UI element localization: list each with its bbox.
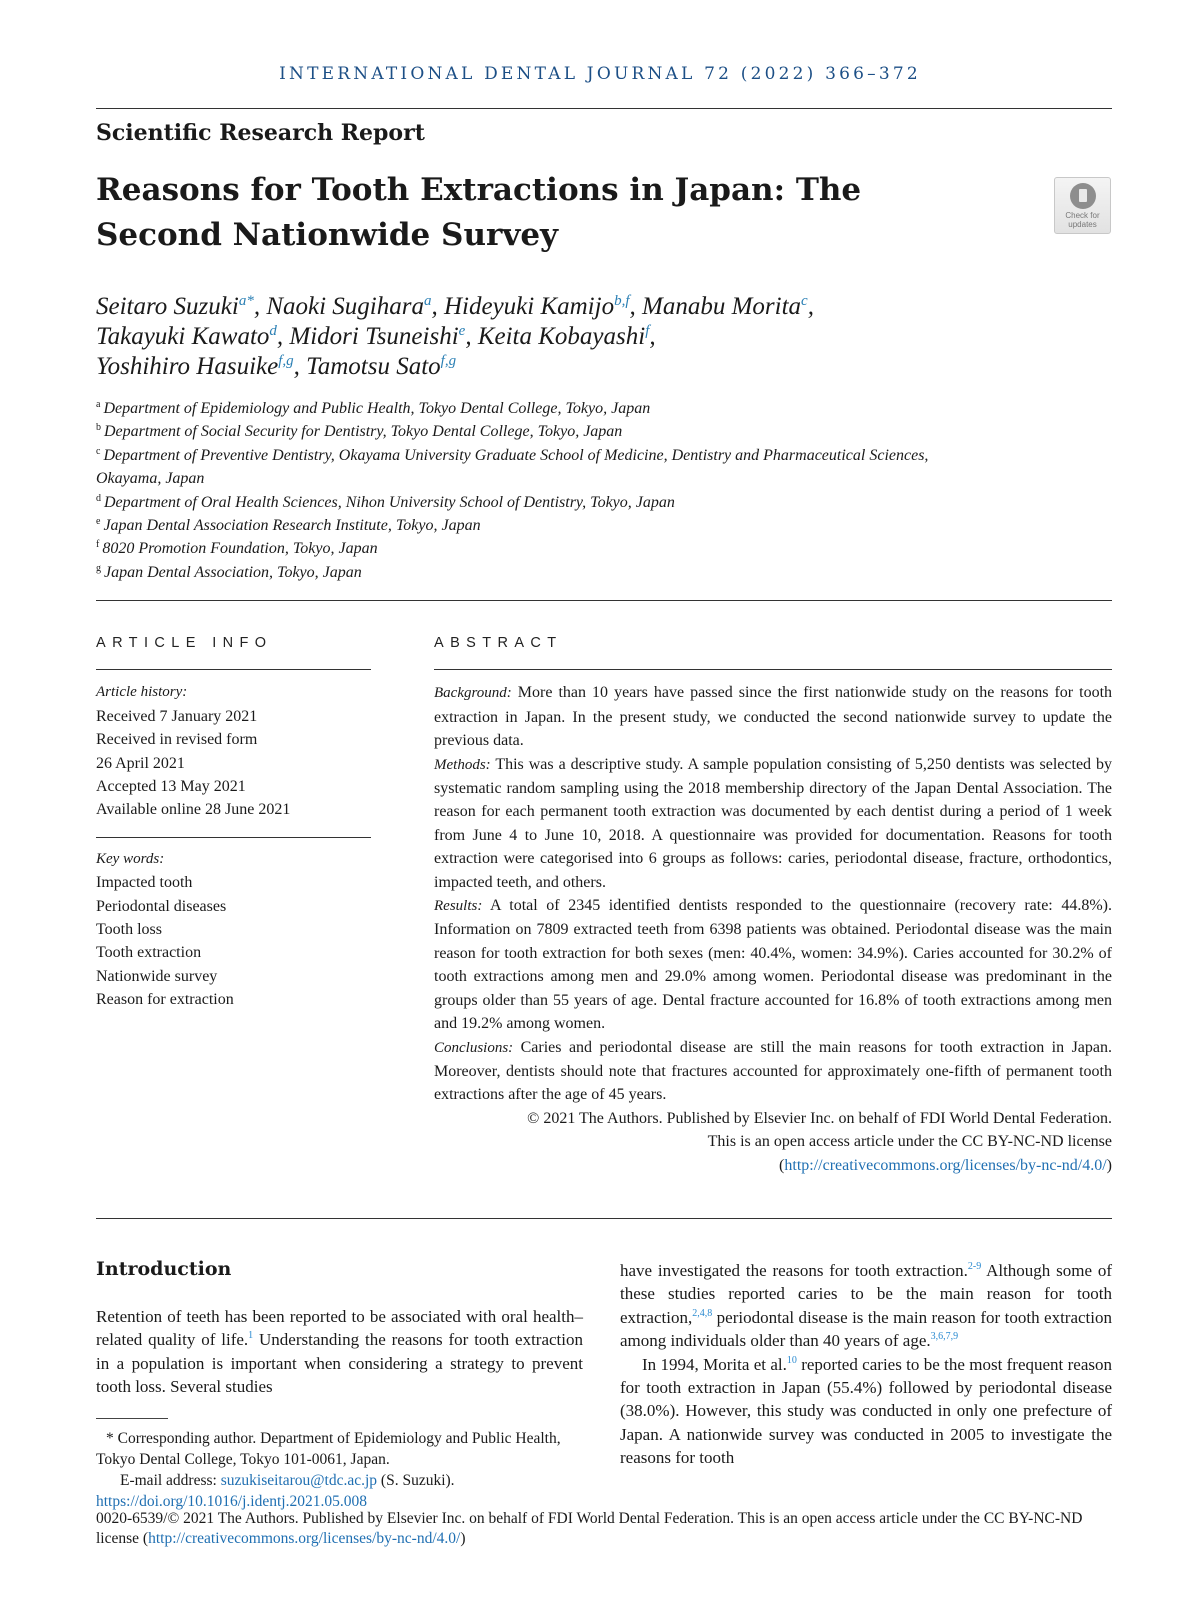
affiliation-text: Department of Oral Health Sciences, Nihon University School of Dentistry, Tokyo, Japan xyxy=(104,493,675,511)
abstract-section-text: More than 10 years have passed since the first nationwide study on the reasons for tooth extraction in Japan. In the present study, we conducted the second nationwide survey to update the previous data. xyxy=(434,684,1113,750)
intro-text: have investigated the reasons for tooth extraction. xyxy=(620,1261,968,1280)
license-link[interactable]: http://creativecommons.org/licenses/by-nc-nd/4.0/ xyxy=(784,1156,1107,1174)
author-affiliation-mark[interactable]: f,g xyxy=(278,353,294,369)
citation-link[interactable]: 3,6,7,9 xyxy=(930,1331,959,1343)
bottom-note-close: ) xyxy=(460,1530,466,1547)
affiliation-text: 8020 Promotion Foundation, Tokyo, Japan xyxy=(102,540,378,558)
abstract-background xyxy=(434,681,1112,752)
email-line xyxy=(96,1470,583,1491)
history-item: 26 April 2021 xyxy=(96,754,185,772)
citation-link[interactable]: 2-9 xyxy=(967,1261,982,1272)
header-rule xyxy=(96,108,1112,109)
affiliation-item xyxy=(96,397,996,420)
affiliation-rule xyxy=(96,600,1112,601)
affiliation-text: Department of Preventive Dentistry, Okayama University Graduate School of Medicine, Dentistry and Pharmaceutical Sciences, Okayama, Japan xyxy=(96,446,929,488)
email-link[interactable]: suzukiseitarou@tdc.ac.jp xyxy=(220,1472,378,1489)
affiliation-item xyxy=(96,537,996,560)
abstract-license-link-wrap: (http://creativecommons.org/licenses/by-nc-nd/4.0/) xyxy=(779,1156,1112,1174)
bottom-license-link[interactable]: http://creativecommons.org/licenses/by-nc-nd/4.0/ xyxy=(148,1530,461,1547)
author-affiliation-mark[interactable]: e xyxy=(458,323,466,339)
article-title: Reasons for Tooth Extractions in Japan: The Second Nationwide Survey xyxy=(96,172,862,253)
section-kicker: Scientific Research Report xyxy=(96,120,425,146)
citation-link[interactable]: 10 xyxy=(786,1354,797,1366)
author-list: Seitaro Suzuki$^{a*}$, Naoki Sugihara$^a$, Hideyuki Kamijo$^{b,f}$, Manabu Morita$^c$, Takayuki Kawato$^d$, Midori Tsuneishi$^e$, Keita Kobayashi$^f$, Yoshihiro Hasuike$^{f,g}$, Tamotsu Sato$^{f,g}$ xyxy=(96,293,814,380)
affiliation-item xyxy=(96,491,996,514)
intro-left-column xyxy=(96,1305,583,1399)
keyword-item: Reason for extraction xyxy=(96,991,234,1009)
history-item: Available online 28 June 2021 xyxy=(96,801,291,819)
intro-text: Although some of these studies reported caries to be the main reason for tooth extraction, xyxy=(620,1261,1112,1327)
affiliation-text: Japan Dental Association, Tokyo, Japan xyxy=(104,563,362,581)
bottom-note-text: 0020-6539/© 2021 The Authors. Published by Elsevier Inc. on behalf of FDI World Dental Federation. This is an open access article under the CC BY-NC-ND license ( xyxy=(96,1510,1083,1547)
abstract-heading: ABSTRACT xyxy=(434,635,563,651)
author-name[interactable]: Yoshihiro Hasuike xyxy=(96,353,279,380)
keyword-item: Impacted tooth xyxy=(96,874,193,892)
affiliation-item xyxy=(96,514,996,537)
citation-link[interactable]: 2,4,8 xyxy=(692,1307,713,1319)
author-affiliation-mark[interactable]: d xyxy=(269,323,277,339)
author-name[interactable]: Midori Tsuneishi xyxy=(289,323,459,350)
article-info-heading: ARTICLE INFO xyxy=(96,635,273,651)
intro-paragraph xyxy=(620,1353,1112,1470)
abstract-section-label: Background: xyxy=(434,685,512,702)
author-name[interactable]: Manabu Morita xyxy=(642,293,802,320)
email-suffix: (S. Suzuki). xyxy=(380,1472,455,1489)
keyword-item: Tooth loss xyxy=(96,921,162,939)
affiliation-text: Department of Epidemiology and Public Health, Tokyo Dental College, Tokyo, Japan xyxy=(103,400,651,417)
footnote-rule xyxy=(96,1418,168,1419)
abstract-section-text: A total of 2345 identified dentists responded to the questionnaire (recovery rate: 44.8%). Information on 7809 extracted teeth from 6398 patients was obtained. Periodontal disease was the main reason for tooth extraction for both sexes (men: 40.4%, women: 34.9%). Caries accounted for 30.2% of tooth extractions among men and 29.0% among women. Periodontal disease was predominant in the groups older than 55 years of age. Dental fracture accounted for 16.8% of tooth extractions among men and 19.2% among women. xyxy=(434,897,1112,1033)
author-affiliation-mark[interactable]: b,f xyxy=(614,293,630,309)
author-name[interactable]: Hideyuki Kamijo xyxy=(443,293,615,320)
doi-link[interactable]: https://doi.org/10.1016/j.identj.2021.05.008 xyxy=(96,1493,367,1510)
abstract-rule xyxy=(434,669,1112,670)
author-name[interactable]: Takayuki Kawato xyxy=(96,323,270,350)
history-item: Received in revised form xyxy=(96,731,258,749)
intro-paragraph xyxy=(96,1305,583,1399)
intro-text: In 1994, Morita et al. xyxy=(642,1354,787,1374)
journal-header: INTERNATIONAL DENTAL JOURNAL 72 (2022) 366–372 xyxy=(279,64,921,84)
footnote xyxy=(96,1428,583,1512)
abstract-conclusions xyxy=(434,1036,1112,1107)
article-info xyxy=(96,632,371,1012)
affiliation-key: d xyxy=(96,492,101,504)
history-label: Article history: xyxy=(96,684,188,701)
keyword-item: Nationwide survey xyxy=(96,967,218,985)
author-affiliation-mark[interactable]: f xyxy=(645,323,650,339)
history-item: Received 7 January 2021 xyxy=(96,707,258,725)
author-name[interactable]: Keita Kobayashi xyxy=(477,323,646,350)
introduction-heading: Introduction xyxy=(96,1258,232,1280)
check-for-updates-label: Check for updates xyxy=(1065,211,1100,229)
abstract-section-label: Conclusions: xyxy=(434,1039,514,1056)
bottom-copyright-note xyxy=(96,1509,1112,1549)
author-affiliation-mark[interactable]: f,g xyxy=(440,353,457,369)
citation-link[interactable]: 1 xyxy=(248,1330,254,1342)
keyword-item: Tooth extraction xyxy=(96,944,202,962)
email-label: E-mail address: xyxy=(120,1472,217,1489)
keywords-label: Key words: xyxy=(96,850,165,867)
history-item: Accepted 13 May 2021 xyxy=(96,778,246,796)
affiliation-key: g xyxy=(96,562,101,574)
author-name[interactable]: Naoki Sugihara xyxy=(266,293,424,320)
article-info-rule xyxy=(96,669,371,670)
intro-paragraph xyxy=(620,1259,1112,1353)
abstract-section-text: This was a descriptive study. A sample population consisting of 5,250 dentists was selected by systematic random sampling using the 2018 membership directory of the Japan Dental Association. The reason for each permanent tooth extraction was documented by each dentist during a period of 1 week from June 4 to June 10, 2018. A questionnaire was provided for documentation. Reasons for tooth extraction were categorised into 6 groups as follows: caries, periodontal disease, fracture, orthodontics, impacted teeth, and others. xyxy=(434,755,1112,891)
author-name[interactable]: Tamotsu Sato xyxy=(306,353,441,380)
affiliation-item xyxy=(96,420,996,443)
author-affiliation-mark[interactable]: c xyxy=(801,293,808,309)
keyword-item: Periodontal diseases xyxy=(96,897,227,915)
abstract-end-rule xyxy=(96,1218,1112,1219)
abstract-section-label: Results: xyxy=(434,898,483,915)
abstract-methods xyxy=(434,753,1112,894)
affiliation-text: Department of Social Security for Dentistry, Tokyo Dental College, Tokyo, Japan xyxy=(104,423,623,441)
check-for-updates-button[interactable] xyxy=(1054,177,1111,234)
affiliation-key: c xyxy=(96,445,101,457)
abstract-section-label: Methods: xyxy=(434,756,491,773)
keywords-rule xyxy=(96,837,371,838)
affiliation-item xyxy=(96,444,996,491)
intro-text: Retention of teeth has been reported to be associated with oral health–related quality of life. xyxy=(96,1307,583,1350)
bookmark-icon xyxy=(1070,183,1096,209)
affiliation-key: e xyxy=(96,516,101,528)
abstract-results xyxy=(434,894,1112,1035)
author-affiliation-mark[interactable]: a* xyxy=(238,293,254,309)
abstract-section-text: Caries and periodontal disease are still the main reasons for tooth extraction in Japan. Moreover, dentists should note that fractures accounted for approximately one-fifth of permanent tooth extractions after the age of 45 years. xyxy=(434,1038,1113,1104)
abstract xyxy=(434,632,1112,1177)
intro-text: reported caries to be the most frequent reason for tooth extraction in Japan (55.4%) followed by periodontal disease (38.0%). However, this study was conducted in only one prefecture of Japan. A nationwide survey was conducted in 2005 to investigate the reasons for tooth xyxy=(620,1354,1112,1468)
abstract-copyright: © 2021 The Authors. Published by Elsevier Inc. on behalf of FDI World Dental Federation. xyxy=(527,1109,1112,1127)
intro-text: periodontal disease is the main reason for tooth extraction among individuals older than 40 years of age. xyxy=(620,1307,1112,1351)
affiliation-key: f xyxy=(96,539,100,551)
author-name[interactable]: Seitaro Suzuki xyxy=(96,293,239,320)
affiliation-key: a xyxy=(96,399,101,410)
affiliation-text: Japan Dental Association Research Institute, Tokyo, Japan xyxy=(103,517,481,535)
author-affiliation-mark[interactable]: a xyxy=(423,293,432,309)
affiliation-item xyxy=(96,561,996,584)
corresponding-author-note: * Corresponding author. Department of Epidemiology and Public Health, Tokyo Dental College, Tokyo 101-0061, Japan. xyxy=(96,1430,561,1468)
abstract-body xyxy=(434,681,1112,1106)
abstract-license: This is an open access article under the CC BY-NC-ND license xyxy=(707,1133,1112,1151)
affiliation-key: b xyxy=(96,422,101,434)
intro-text: Understanding the reasons for tooth extraction in a population is important when considering a strategy to prevent tooth loss. Several studies xyxy=(96,1330,583,1397)
intro-right-column xyxy=(620,1259,1112,1470)
affiliation-list xyxy=(96,397,996,584)
